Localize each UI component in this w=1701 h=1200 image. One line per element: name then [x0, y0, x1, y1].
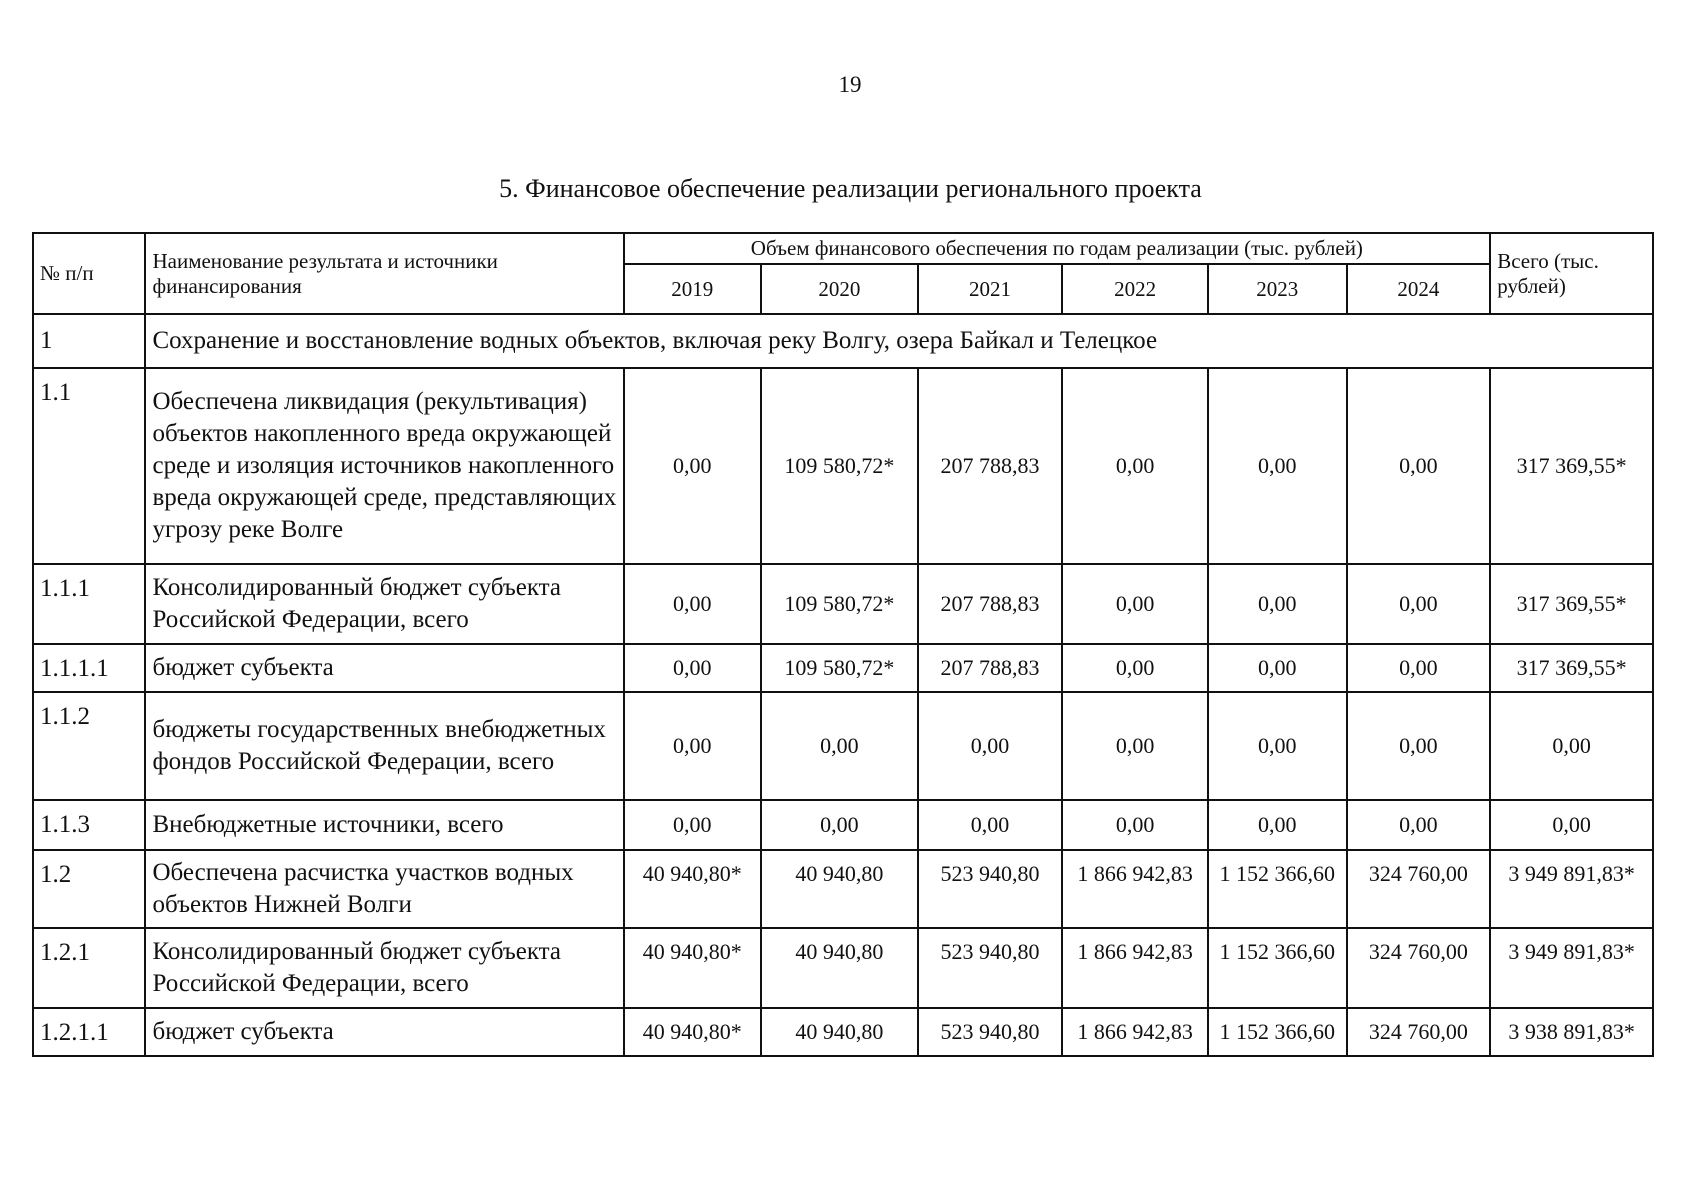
- total-cell: 0,00: [1490, 692, 1653, 800]
- row-num: 1.2: [33, 850, 145, 928]
- value-cell: 0,00: [624, 800, 762, 850]
- total-cell: 317 369,55*: [1490, 564, 1653, 644]
- value-cell: 0,00: [624, 644, 762, 692]
- value-cell: 1 152 366,60: [1208, 928, 1347, 1008]
- header-year: 2021: [918, 264, 1063, 314]
- table-row: [33, 1008, 1653, 1056]
- value-cell: 207 788,83: [918, 564, 1063, 644]
- value-cell: 40 940,80: [761, 928, 918, 1008]
- row-num: 1.1: [33, 368, 145, 564]
- header-year: 2023: [1208, 264, 1347, 314]
- row-name: Консолидированный бюджет субъекта Российской Федерации, всего: [145, 928, 623, 1008]
- value-cell: 1 152 366,60: [1208, 1008, 1347, 1056]
- header-total: Всего (тыс. рублей): [1490, 233, 1653, 314]
- section-num: 1: [33, 314, 145, 368]
- section-row: [33, 314, 1653, 368]
- value-cell: 0,00: [761, 692, 918, 800]
- value-cell: 0,00: [1062, 564, 1208, 644]
- total-cell: 3 949 891,83*: [1490, 850, 1653, 928]
- value-cell: 109 580,72*: [761, 644, 918, 692]
- value-cell: 0,00: [624, 564, 762, 644]
- table-row: [33, 850, 1653, 928]
- value-cell: 0,00: [1347, 692, 1491, 800]
- row-num: 1.2.1.1: [33, 1008, 145, 1056]
- value-cell: 0,00: [918, 692, 1063, 800]
- row-name: Обеспечена расчистка участков водных объектов Нижней Волги: [145, 850, 623, 928]
- row-num: 1.1.1: [33, 564, 145, 644]
- value-cell: 0,00: [1347, 800, 1491, 850]
- value-cell: 0,00: [1347, 564, 1491, 644]
- value-cell: 523 940,80: [918, 850, 1063, 928]
- row-name: бюджет субъекта: [145, 1008, 623, 1056]
- table-row: [33, 564, 1653, 644]
- value-cell: 40 940,80: [761, 850, 918, 928]
- total-cell: 317 369,55*: [1490, 644, 1653, 692]
- financing-table: [32, 232, 1654, 1057]
- page-number: 19: [838, 72, 862, 97]
- value-cell: 0,00: [1208, 564, 1347, 644]
- value-cell: 324 760,00: [1347, 928, 1491, 1008]
- table-row: [33, 692, 1653, 800]
- value-cell: 40 940,80: [761, 1008, 918, 1056]
- value-cell: 0,00: [624, 368, 762, 564]
- value-cell: 0,00: [1062, 800, 1208, 850]
- value-cell: 324 760,00: [1347, 1008, 1491, 1056]
- total-cell: 0,00: [1490, 800, 1653, 850]
- header-row: [33, 233, 1653, 264]
- value-cell: 40 940,80*: [624, 928, 762, 1008]
- table-row: [33, 644, 1653, 692]
- header-year: 2022: [1062, 264, 1208, 314]
- value-cell: 324 760,00: [1347, 850, 1491, 928]
- table-row: [33, 800, 1653, 850]
- value-cell: 40 940,80*: [624, 1008, 762, 1056]
- row-name: бюджеты государственных внебюджетных фондов Российской Федерации, всего: [145, 692, 623, 800]
- value-cell: 1 152 366,60: [1208, 850, 1347, 928]
- value-cell: 0,00: [918, 800, 1063, 850]
- header-volume: Объем финансового обеспечения по годам реализации (тыс. рублей): [624, 233, 1491, 264]
- value-cell: 0,00: [1208, 644, 1347, 692]
- row-num: 1.1.3: [33, 800, 145, 850]
- total-cell: 3 938 891,83*: [1490, 1008, 1653, 1056]
- row-name: бюджет субъекта: [145, 644, 623, 692]
- header-year: 2024: [1347, 264, 1491, 314]
- header-num: № п/п: [33, 233, 145, 314]
- value-cell: 0,00: [1062, 644, 1208, 692]
- value-cell: 207 788,83: [918, 368, 1063, 564]
- value-cell: 523 940,80: [918, 928, 1063, 1008]
- table-row: [33, 928, 1653, 1008]
- value-cell: 40 940,80*: [624, 850, 762, 928]
- row-num: 1.1.2: [33, 692, 145, 800]
- table-row: [33, 368, 1653, 564]
- header-name: Наименование результата и источники финансирования: [145, 233, 623, 314]
- total-cell: 3 949 891,83*: [1490, 928, 1653, 1008]
- value-cell: 1 866 942,83: [1062, 1008, 1208, 1056]
- row-num: 1.1.1.1: [33, 644, 145, 692]
- value-cell: 0,00: [1208, 692, 1347, 800]
- value-cell: 1 866 942,83: [1062, 928, 1208, 1008]
- value-cell: 0,00: [1347, 368, 1491, 564]
- row-num: 1.2.1: [33, 928, 145, 1008]
- value-cell: 0,00: [1347, 644, 1491, 692]
- value-cell: 0,00: [1208, 800, 1347, 850]
- value-cell: 109 580,72*: [761, 368, 918, 564]
- value-cell: 0,00: [1208, 368, 1347, 564]
- section-heading: Сохранение и восстановление водных объектов, включая реку Волгу, озера Байкал и Телецкое: [145, 314, 1653, 368]
- section-title: 5. Финансовое обеспечение реализации регионального проекта: [499, 174, 1202, 203]
- value-cell: 0,00: [1062, 692, 1208, 800]
- row-name: Внебюджетные источники, всего: [145, 800, 623, 850]
- header-year: 2020: [761, 264, 918, 314]
- value-cell: 109 580,72*: [761, 564, 918, 644]
- value-cell: 0,00: [761, 800, 918, 850]
- value-cell: 1 866 942,83: [1062, 850, 1208, 928]
- total-cell: 317 369,55*: [1490, 368, 1653, 564]
- value-cell: 0,00: [1062, 368, 1208, 564]
- row-name: Обеспечена ликвидация (рекультивация) объектов накопленного вреда окружающей среде и изоляция источников накопленного вреда окружающей среде, представляющих угрозу реке Волге: [145, 368, 623, 564]
- value-cell: 523 940,80: [918, 1008, 1063, 1056]
- row-name: Консолидированный бюджет субъекта Российской Федерации, всего: [145, 564, 623, 644]
- value-cell: 207 788,83: [918, 644, 1063, 692]
- value-cell: 0,00: [624, 692, 762, 800]
- header-year: 2019: [624, 264, 762, 314]
